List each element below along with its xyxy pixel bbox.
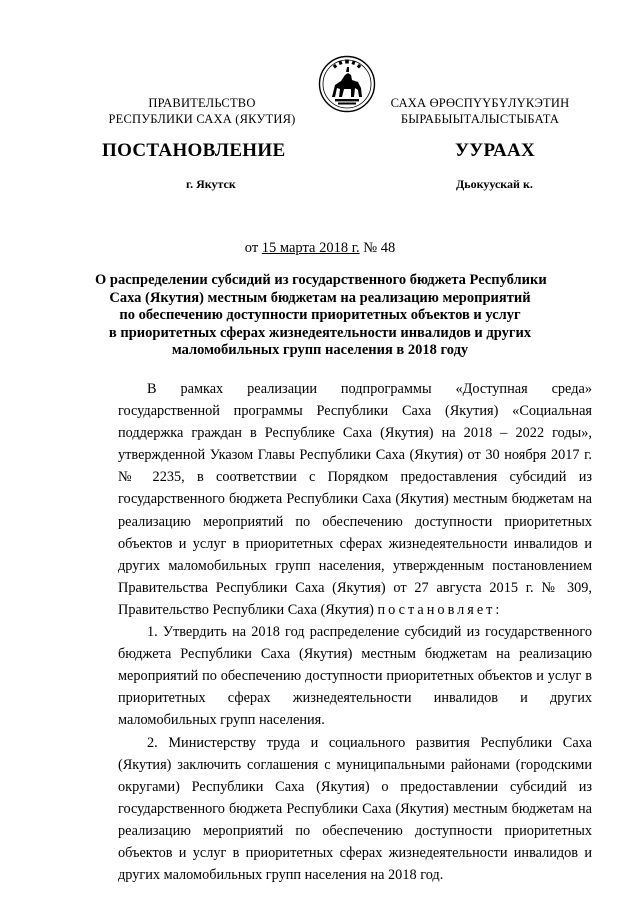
resolves-word: постановляет: [377,601,503,618]
number-label: № [363,240,378,256]
document-date: 15 марта 2018 г. [261,240,360,256]
title-line-2: Саха (Якутия) местным бюджетам на реализацию мероприятий [109,289,531,306]
header-right-line1: САХА ӨРӨСПҮҮБҮЛҮКЭТИН [390,96,570,110]
date-prefix: от [244,240,259,256]
doc-type-sakha: УУРААХ [455,140,536,161]
title-line-5: маломобильных групп населения в 2018 году [171,342,469,359]
header-left-line2: РЕСПУБЛИКИ САХА (ЯКУТИЯ) [108,112,296,126]
header-right-org [370,95,590,127]
paragraph-preamble [118,378,592,621]
document-body [118,378,592,886]
dateline [0,240,640,257]
title-line-3: по обеспечению доступности приоритетных объектов и услуг [119,307,521,324]
preamble-text: В рамках реализации подпрограммы «Доступная среда» государственной программы Республики Саха (Якутия) «Социальная поддержка граждан в Республике Саха (Якутия) на 2018 – 2022 годы», утвержденной Указом Главы Республики Саха (Якутия) от 30 ноября 2017 г. № 2235, в соответствии с Порядком предоставления субсидий из государственного бюджета Республики Саха (Якутия) местным бюджетам на реализацию мероприятий по обеспечению доступности приоритетных объектов и услуг в приоритетных сферах жизнедеятельности инвалидов и других маломобильных групп населения, утвержденным постановлением Правительства Республики Саха (Якутия) от 27 августа 2015 г. № 309, Правительство Республики Саха (Якутия) [118,381,592,618]
header-left-line1: ПРАВИТЕЛЬСТВО [148,96,256,110]
paragraph-item-2: 2. Министерству труда и социального развития Республики Саха (Якутия) заключить соглашения с муниципальными районами (городскими округами) Республики Саха (Якутия) о предоставлении субсидий из государственного бюджета Республики Саха (Якутия) местным бюджетам на реализацию мероприятий по обеспечению доступности приоритетных объектов и услуг в приоритетных сферах жизнедеятельности инвалидов и других маломобильных групп населения на 2018 год. [118,734,592,884]
document-number: 48 [380,240,396,256]
coat-of-arms-sakha-icon [318,55,376,113]
header-left-org [92,95,312,127]
doc-type-ru: ПОСТАНОВЛЕНИЕ [102,140,286,161]
document-title [95,272,545,360]
title-line-1: О распределении субсидий из государственного бюджета Республики [95,272,547,288]
header-right-line2: БЫРАБЫЫТАЛЫСТЫБАТА [400,112,560,126]
city-ru: г. Якутск [186,177,236,191]
paragraph-item-1: 1. Утвердить на 2018 год распределение субсидий из государственного бюджета Республики Саха (Якутия) местным бюджетам на реализацию мероприятий по обеспечению доступности приоритетных объектов и услуг в приоритетных сферах жизнедеятельности инвалидов и других маломобильных групп населения. [118,624,592,729]
city-sakha: Дьокуускай к. [456,177,533,191]
title-line-4: в приоритетных сферах жизнедеятельности инвалидов и других [108,324,532,341]
